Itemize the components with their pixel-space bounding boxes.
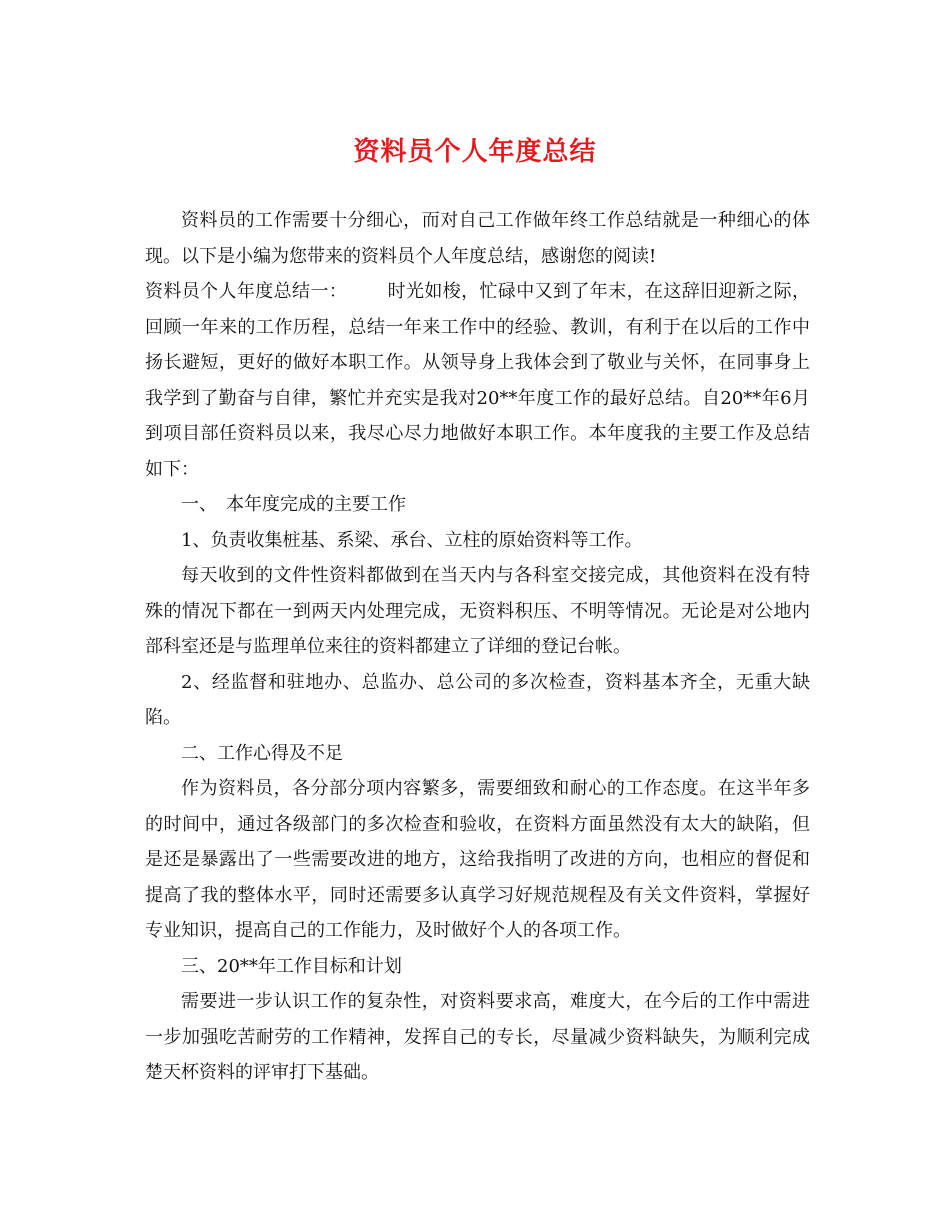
paragraph-intro: 资料员的工作需要十分细心，而对自己工作做年终工作总结就是一种细心的体现。以下是小编为您带来的资料员个人年度总结，感谢您的阅读! [145, 210, 810, 267]
paragraph-item-2: 2、经监督和驻地办、总监办、总公司的多次检查，资料基本齐全，无重大缺陷。 [145, 671, 810, 728]
paragraph-daily-documents: 每天收到的文件性资料都做到在当天内与各科室交接完成，其他资料在没有特殊的情况下都在一到两天内处理完成，无资料积压、不明等情况。无论是对公地内部科室还是与监理单位来往的资料都建立了详细的登记台帐。 [145, 565, 810, 657]
paragraph-summary-one [145, 274, 810, 487]
document-body [145, 203, 810, 1091]
document-title: 资料员个人年度总结 [353, 137, 597, 167]
heading-goals: 三、20**年工作目标和计划 [181, 955, 402, 977]
summary-one-text: 时光如梭，忙碌中又到了年末，在这辞旧迎新之际，回顾一年来的工作历程，总结一年来工作中的经验、教训，有利于在以后的工作中扬长避短，更好的做好本职工作。从领导身上我体会到了敬业与关怀，在同事身上我学到了勤奋与自律，繁忙并充实是我对20**年度工作的最好总结。自20**年6月到项目部任资料员以来，我尽心尽力地做好本职工作。本年度我的主要工作及总结如下： [145, 281, 811, 480]
summary-one-lead: 资料员个人年度总结一： [145, 281, 348, 302]
paragraph-item-1: 1、负责收集桩基、系梁、承台、立柱的原始资料等工作。 [181, 529, 643, 551]
paragraph-goals: 需要进一步认识工作的复杂性，对资料要求高，难度大，在今后的工作中需进一步加强吃苦耐劳的工作精神，发挥自己的专长，尽量减少资料缺失，为顺利完成楚天杯资料的评审打下基础。 [145, 991, 810, 1083]
paragraph-experience: 作为资料员，各分部分项内容繁多，需要细致和耐心的工作态度。在这半年多的时间中，通过各级部门的多次检查和验收，在资料方面虽然没有太大的缺陷，但是还是暴露出了一些需要改进的地方，这给我指明了改进的方向，也相应的督促和提高了我的整体水平，同时还需要多认真学习好规范规程及有关文件资料，掌握好专业知识，提高自己的工作能力，及时做好个人的各项工作。 [145, 778, 810, 941]
heading-experience: 二、工作心得及不足 [181, 742, 343, 764]
heading-main-work: 一、 本年度完成的主要工作 [181, 494, 406, 515]
